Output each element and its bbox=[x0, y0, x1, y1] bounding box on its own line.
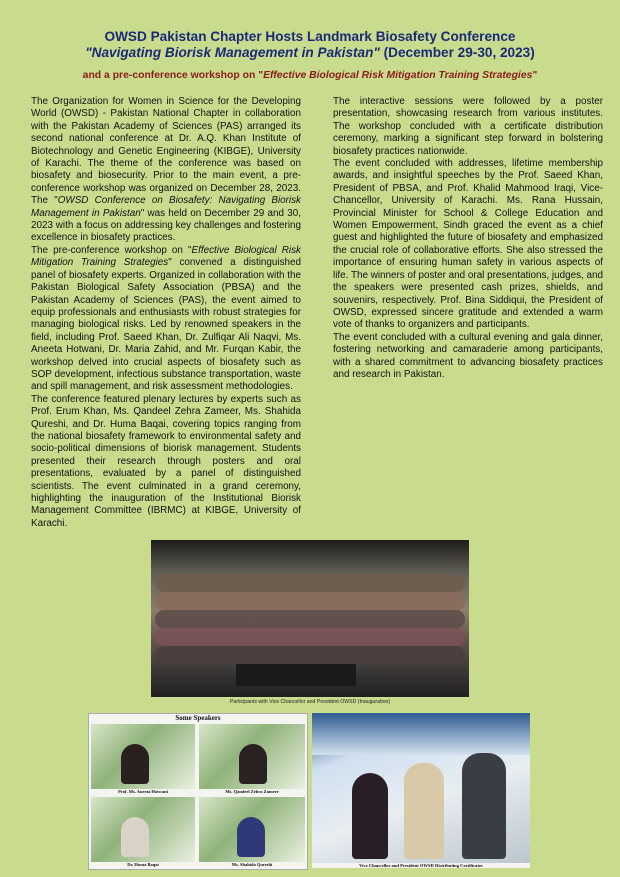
title-line-1: OWSD Pakistan Chapter Hosts Landmark Biosafety Conference bbox=[104, 29, 516, 44]
crowd-row bbox=[155, 610, 465, 628]
speakers-collage bbox=[88, 713, 308, 870]
speaker-photo bbox=[91, 724, 195, 794]
paragraph-1 bbox=[31, 96, 301, 245]
paragraph-2 bbox=[31, 245, 301, 394]
auditorium-ceiling bbox=[151, 540, 469, 568]
paragraph-5: The event concluded with addresses, lifetime membership awards, and insightful speeches by the Prof. Saeed Khan, President of PBSA, and Prof. Khalid Mahmood Iraqi, Vice-Chancellor, University of Karachi. Ms. Rana Hussain, Provincial Minister for School & College Education and Women Empowerment, Sindh graced the event as a chief guest and highlighted the future of biosafety and emphasized the crucial role of collaborative efforts. She also stressed the importance of ensuring human safety in various aspects of life. The winners of poster and oral presentations, judges, and the speakers were presented cash prizes, shields, and souvenirs, respectively. Prof. Bina Siddiqui, the President of OWSD, expressed sincere gratitude and extended a warm vote of thanks to organizers and participants. bbox=[333, 158, 603, 331]
article-title bbox=[20, 29, 600, 61]
speaker-figure bbox=[239, 744, 267, 784]
speaker-photo bbox=[199, 724, 305, 794]
person-figure bbox=[352, 773, 388, 859]
group-photo-caption: Participants with Vice Chancellor and President OWSD (Inauguration) bbox=[229, 699, 391, 705]
paragraph-3: The conference featured plenary lectures by experts such as Prof. Erum Khan, Ms. Qandeel Zehra Zameer, Ms. Shahida Qureshi, and Dr. Huma Baqai, covering topics ranging from the national biosafety framework to environmental safety and socio-political dimensions of biorisk management. Students presented their research through posters and oral presentations, evaluated by a panel of distinguished scientists. The event culminated in a grand ceremony, highlighting the inauguration of the Institutional Biorisk Management Committee (IBRMC) at KIBGE, University of Karachi. bbox=[31, 393, 301, 529]
subtitle-italic: Effective Biological Risk Mitigation Training Strategies bbox=[263, 70, 533, 81]
p1-italic: OWSD Conference on Biosafety: Navigating Biorisk Management in Pakistan bbox=[31, 195, 301, 219]
speaker-caption: Prof. Ms. Aneeta Hotwani bbox=[91, 789, 195, 794]
person-figure bbox=[462, 753, 506, 859]
p1-text-b: " was held on December 29 and 30, 2023 with a focus on addressing key challenges and fostering excellence in biosafety practices. bbox=[31, 207, 301, 244]
speaker-caption: Dr. Huma Baqai bbox=[91, 862, 195, 867]
speaker-caption: Ms. Shahida Qureshi bbox=[199, 862, 305, 867]
left-column bbox=[31, 96, 301, 530]
event-banner bbox=[312, 713, 530, 755]
certificate-photo bbox=[312, 713, 530, 868]
p2-text-a: The pre-conference workshop on " bbox=[31, 244, 192, 256]
right-column bbox=[333, 96, 603, 381]
crowd-row bbox=[155, 628, 465, 646]
p2-text-b: " convened a distinguished panel of biosafety experts. Organized in collaboration with the Pakistan Biological Safety Association (PBSA) and the Pakistan Academy of Sciences (PAS), the event aimed to equip professionals and enthusiasts with robust strategies for managing biological risks. Led by renowned speakers in the field, including Prof. Saeed Khan, Dr. Zulfiqar Ali Naqvi, Ms. Aneeta Hotwani, Dr. Maria Zahid, and Mr. Furqan Kabir, the workshop delved into crucial aspects of biosafety such as SOP development, infectious substance transportation, waste and spill management, and risk assessment methodologies. bbox=[31, 257, 302, 393]
title-date: (December 29-30, 2023) bbox=[379, 45, 535, 60]
speaker-caption: Ms. Qandeel Zehra Zameer bbox=[199, 789, 305, 794]
group-photo bbox=[151, 540, 469, 697]
p1-text-a: The Organization for Women in Science for the Developing World (OWSD) - Pakistan National Chapter in collaboration with the Pakistan Academy of Sciences (PAS) arranged its second national conference at Dr. A.Q. Khan Institute of Biotechnology and Genetic Engineering (KIBGE), University of Karachi. The theme of the conference was based on biosafety and biosecurity. Prior to the main event, a pre-conference workshop was organized on December 28, 2023. The " bbox=[31, 96, 301, 207]
crowd-row bbox=[155, 646, 465, 664]
article-subtitle bbox=[20, 70, 600, 81]
speaker-figure bbox=[121, 817, 149, 857]
speaker-figure bbox=[237, 817, 265, 857]
subtitle-suffix: " bbox=[532, 70, 538, 81]
speakers-title: Some Speakers bbox=[175, 714, 221, 722]
crowd-row bbox=[155, 574, 465, 592]
certificate-caption: Vice Chancellor and President OWSD Distributing Certificates bbox=[312, 863, 530, 868]
p2-italic: Effective Biological Risk Mitigation Training Strategies bbox=[31, 244, 301, 269]
subtitle-prefix: and a pre-conference workshop on " bbox=[82, 70, 264, 81]
paragraph-6: The event concluded with a cultural evening and gala dinner, fostering networking and camaraderie among participants, with a shared commitment to advancing biosafety practices and research in Pakistan. bbox=[333, 331, 603, 380]
paragraph-4: The interactive sessions were followed by a poster presentation, showcasing research from various institutes. The workshop concluded with a certificate distribution ceremony, marking a significant step forward in bolstering biosafety practices nationwide. bbox=[333, 96, 603, 157]
title-line-2 bbox=[20, 45, 600, 61]
speaker-figure bbox=[121, 744, 149, 784]
speaker-photo bbox=[199, 797, 305, 867]
person-figure bbox=[404, 763, 444, 859]
stage-table bbox=[236, 664, 356, 686]
speaker-photo bbox=[91, 797, 195, 867]
title-italic: "Navigating Biorisk Management in Pakistan" bbox=[85, 45, 380, 60]
crowd-row bbox=[155, 592, 465, 610]
